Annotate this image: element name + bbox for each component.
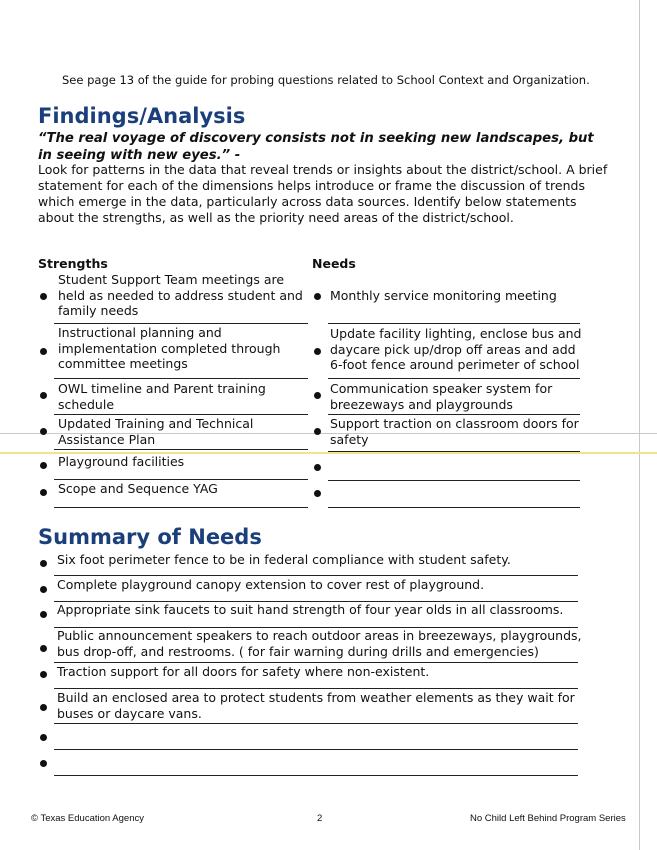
summary-rule (54, 723, 578, 724)
strength-text: Updated Training and Technical Assistance Plan (58, 416, 254, 447)
bullet-icon (40, 704, 47, 711)
need-rule (328, 451, 580, 452)
findings-quote: “The real voyage of discovery consists not in seeking new landscapes, but in seeing with new eyes.” - (38, 131, 594, 163)
need-text: Communication speaker system for breezeways and playgrounds (330, 381, 553, 412)
footer-page-number: 2 (317, 813, 323, 824)
strength-rule (54, 479, 308, 480)
bullet-icon (40, 348, 47, 355)
bullet-icon (40, 734, 47, 741)
need-rule (328, 480, 580, 481)
strength-rule (54, 378, 308, 379)
findings-title: Findings/Analysis (38, 104, 246, 128)
strength-text: Instructional planning and implementation completed through committee meetings (58, 325, 281, 371)
bullet-icon (314, 490, 321, 497)
need-rule (328, 323, 580, 324)
bullet-icon (314, 293, 321, 300)
need-rule (328, 414, 580, 415)
strength-text: Playground facilities (58, 454, 185, 469)
needs-header: Needs (312, 256, 356, 271)
summary-text: Build an enclosed area to protect students from weather elements as they wait for buses or daycare vans. (57, 690, 575, 721)
summary-text: Public announcement speakers to reach outdoor areas in breezeways, playgrounds, bus drop-off, and restrooms. ( for fair warning during drills and emergencies) (57, 628, 582, 659)
bullet-icon (40, 586, 47, 593)
guide-note: See page 13 of the guide for probing questions related to School Context and Organization. (62, 73, 590, 87)
bullet-icon (40, 645, 47, 652)
bullet-icon (40, 392, 47, 399)
bullet-icon (40, 671, 47, 678)
bullet-icon (40, 428, 47, 435)
bullet-icon (40, 489, 47, 496)
summary-title: Summary of Needs (38, 525, 262, 549)
summary-rule (54, 662, 578, 663)
bullet-icon (40, 293, 47, 300)
strengths-header: Strengths (38, 256, 108, 271)
need-rule (328, 507, 580, 508)
bullet-icon (314, 348, 321, 355)
need-text: Support traction on classroom doors for safety (330, 416, 579, 447)
summary-text: Six foot perimeter fence to be in federal compliance with student safety. (57, 552, 511, 567)
summary-text: Appropriate sink faucets to suit hand strength of four year olds in all classrooms. (57, 602, 564, 617)
bullet-icon (314, 428, 321, 435)
bullet-icon (40, 611, 47, 618)
footer-series: No Child Left Behind Program Series (470, 813, 626, 824)
bullet-icon (40, 760, 47, 767)
page-edge-line (639, 0, 640, 850)
summary-rule (54, 775, 578, 776)
strength-text: Scope and Sequence YAG (58, 481, 218, 496)
footer-copyright: © Texas Education Agency (31, 813, 144, 824)
strength-rule (54, 507, 308, 508)
need-rule (328, 378, 580, 379)
strength-rule (54, 414, 308, 415)
bullet-icon (314, 392, 321, 399)
summary-text: Traction support for all doors for safety where non-existent. (57, 664, 430, 679)
bullet-icon (314, 464, 321, 471)
summary-rule (54, 749, 578, 750)
summary-rule (54, 688, 578, 689)
strength-text: Student Support Team meetings are held as needed to address student and family needs (58, 272, 303, 318)
findings-intro: Look for patterns in the data that reveal trends or insights about the district/school. A brief statement for each of the dimensions helps introduce or frame the discussion of trends which emerge in the data, particularly across data sources. Identify below statements about the strengths, as well as the priority need areas of the district/school. (38, 162, 608, 225)
need-text: Update facility lighting, enclose bus and daycare pick up/drop off areas and add 6-foot fence around perimeter of school (330, 326, 582, 372)
summary-text: Complete playground canopy extension to cover rest of playground. (57, 577, 485, 592)
bullet-icon (40, 462, 47, 469)
bullet-icon (40, 560, 47, 567)
strength-text: OWL timeline and Parent training schedule (58, 381, 266, 412)
strength-rule (54, 323, 308, 324)
summary-rule (54, 575, 578, 576)
need-text: Monthly service monitoring meeting (330, 288, 557, 303)
strength-rule (54, 449, 308, 450)
